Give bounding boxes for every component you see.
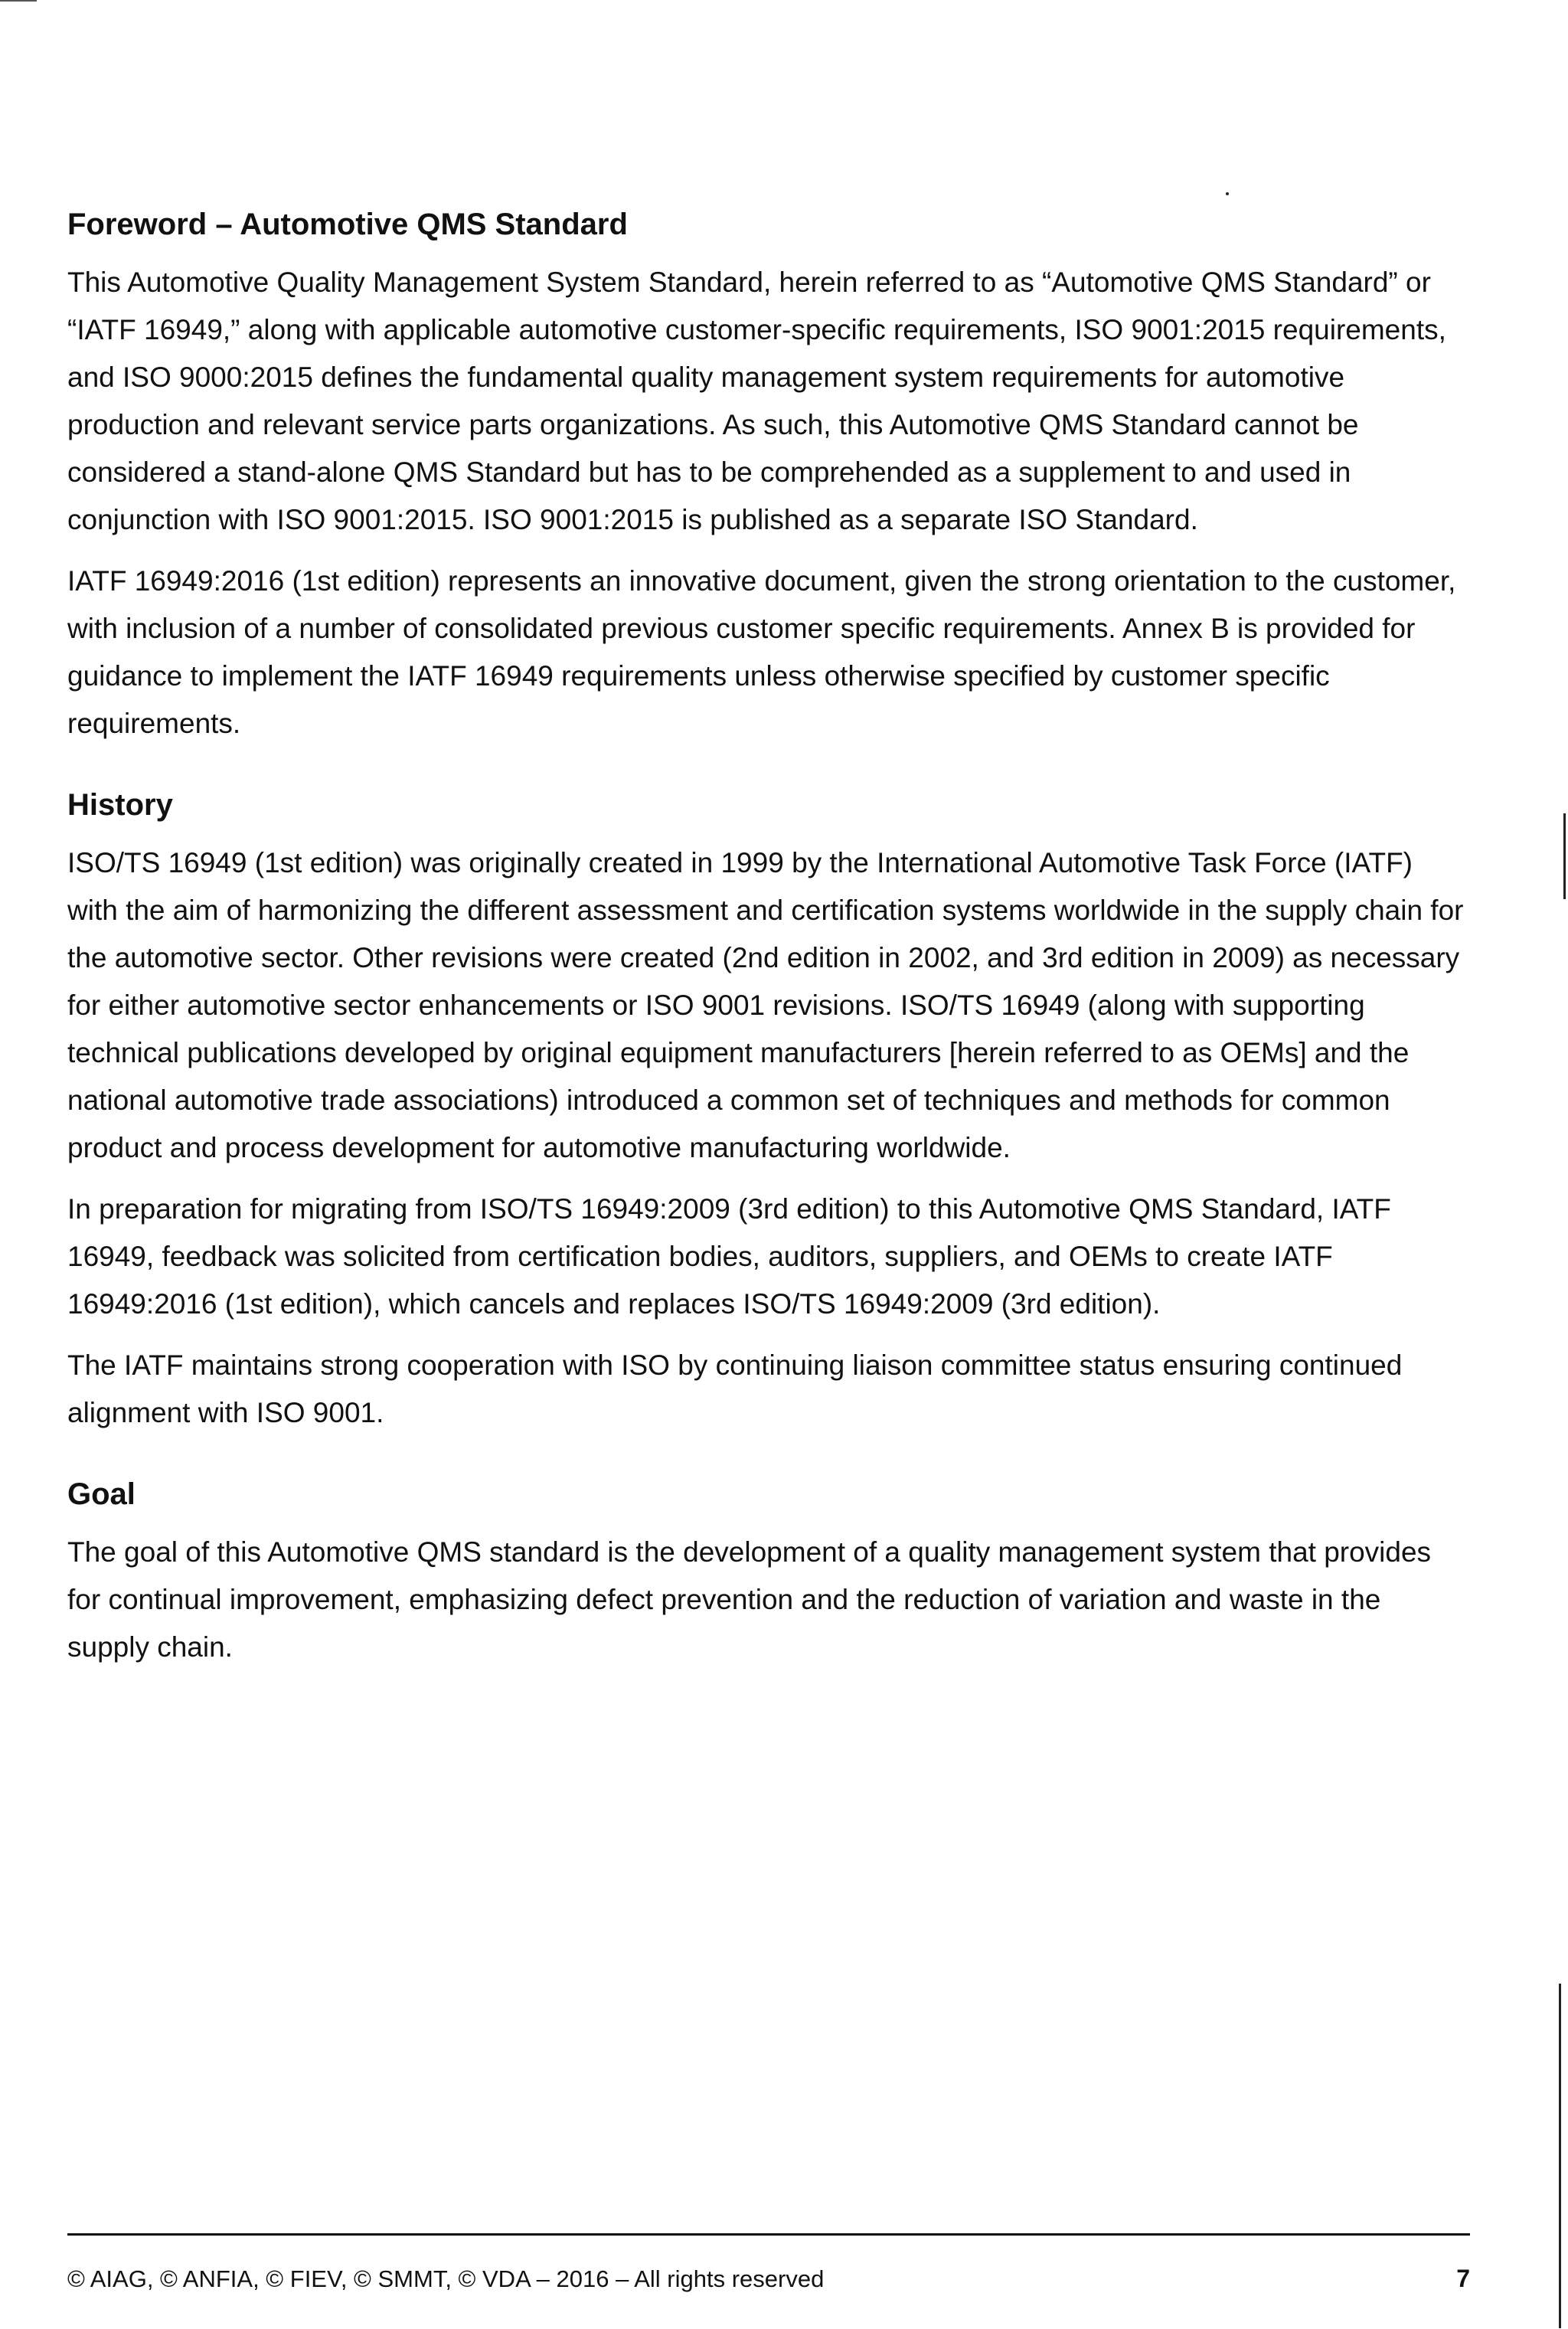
copyright-notice: © AIAG, © ANFIA, © FIEV, © SMMT, © VDA – 2016 – All rights reserved <box>67 2265 825 2292</box>
scan-edge-mark <box>0 0 37 2</box>
goal-section <box>67 1470 1470 1671</box>
foreword-paragraph: IATF 16949:2016 (1st edition) represents an innovative document, given the strong orientation to the customer, with inclusion of a number of consolidated previous customer specific requirements. Annex B is provided for guidance to implement the IATF 16949 requirements unless otherwise specified by customer specific requirements. <box>67 565 1456 739</box>
page-number: 7 <box>1456 2265 1470 2292</box>
foreword-heading: Foreword – Automotive QMS Standard <box>67 208 628 241</box>
document-page <box>67 201 1470 1671</box>
page-footer <box>67 2233 1470 2295</box>
scan-edge-mark <box>1563 813 1566 899</box>
history-paragraph: In preparation for migrating from ISO/TS 16949:2009 (3rd edition) to this Automotive QMS Standard, IATF 16949, feedback was solicited from certification bodies, auditors, suppliers, and OEMs to create IATF 16949:2016 (1st edition), which cancels and replaces ISO/TS 16949:2009 (3rd edition). <box>67 1193 1391 1320</box>
scan-dust-mark <box>1226 192 1229 195</box>
footer-divider <box>67 2233 1470 2236</box>
foreword-paragraph: This Automotive Quality Management System Standard, herein referred to as “Automotive QMS Standard” or “IATF 16949,” along with applicable automotive customer-specific requirements, ISO 9001:2015 requirements, and ISO 9000:2015 defines the fundamental quality management system requirements for automotive production and relevant service parts organizations. As such, this Automotive QMS Standard cannot be considered a stand-alone QMS Standard but has to be comprehended as a supplement to and used in conjunction with ISO 9001:2015. ISO 9001:2015 is published as a separate ISO Standard. <box>67 267 1446 535</box>
foreword-section <box>67 201 1470 747</box>
history-section <box>67 781 1470 1437</box>
scan-edge-mark <box>1559 1984 1561 2328</box>
history-paragraph: ISO/TS 16949 (1st edition) was originally created in 1999 by the International Automotive Task Force (IATF) with the aim of harmonizing the different assessment and certification systems worldwide in the supply chain for the automotive sector. Other revisions were created (2nd edition in 2002, and 3rd edition in 2009) as necessary for either automotive sector enhancements or ISO 9001 revisions. ISO/TS 16949 (along with supporting technical publications developed by original equipment manufacturers [herein referred to as OEMs] and the national automotive trade associations) introduced a common set of techniques and methods for common product and process development for automotive manufacturing worldwide. <box>67 847 1464 1163</box>
history-heading: History <box>67 788 173 822</box>
footer-row <box>67 2263 1470 2295</box>
goal-paragraph: The goal of this Automotive QMS standard is the development of a quality management system that provides for continual improvement, emphasizing defect prevention and the reduction of variation and waste in the supply chain. <box>67 1536 1432 1663</box>
goal-heading: Goal <box>67 1477 136 1511</box>
history-paragraph: The IATF maintains strong cooperation with ISO by continuing liaison committee status ensuring continued alignment with ISO 9001. <box>67 1349 1403 1428</box>
